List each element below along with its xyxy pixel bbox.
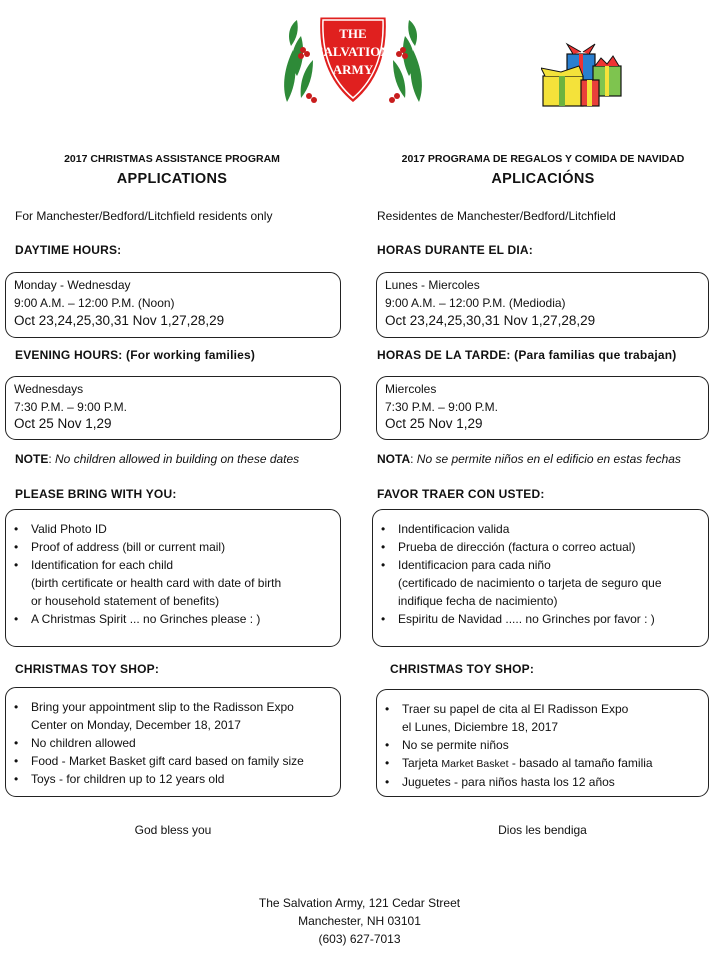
right-note: NOTA: No se permite niños en el edificio en estas fechas [377,452,681,466]
list-item [12,698,304,734]
right-note-text: No se permite niños en el edificio en estas fechas [416,452,681,466]
right-bring-list [379,520,662,628]
left-evening-hours: 7:30 P.M. – 9:00 P.M. [14,400,127,414]
right-note-label: NOTA [377,452,411,466]
list-item: • Food - Market Basket gift card based on family size [12,752,304,770]
holly-left-icon [284,20,313,102]
right-bring-label: FAVOR TRAER CON USTED: [377,487,545,501]
list-item: • Proof of address (bill or current mail) [12,538,281,556]
left-bring-box [5,509,341,647]
right-toyshop-list [383,700,653,791]
right-residents: Residentes de Manchester/Bedford/Litchfield [377,209,616,223]
list-item: • Indentificacion valida [379,520,662,538]
right-evening-box [376,376,709,440]
right-evening-days: Miercoles [385,382,437,396]
left-toyshop-label: CHRISTMAS TOY SHOP: [15,662,160,676]
list-item-detail: or household statement of benefits) [31,594,220,608]
left-daytime-box [5,272,341,338]
left-evening-dates: Oct 25 Nov 1,29 [14,416,112,431]
list-item: • No se permite niños [383,736,653,754]
list-item: • Espiritu de Navidad ..... no Grinches por favor : ) [379,610,662,628]
list-item-detail: (certificado de nacimiento o tarjeta de seguro que [398,576,662,590]
holly-right-icon [393,20,422,102]
left-evening-days: Wednesdays [14,382,84,396]
list-item: • Valid Photo ID [12,520,281,538]
left-bring-label: PLEASE BRING WITH YOU: [15,487,177,501]
logo-the: THE [339,26,367,41]
left-note-text: No children allowed in building on these dates [55,452,300,466]
gifts-icon [541,40,625,114]
list-item: • Toys - for children up to 12 years old [12,770,304,788]
list-item: • No children allowed [12,734,304,752]
right-daytime-hours: 9:00 A.M. – 12:00 P.M. (Mediodia) [385,296,566,310]
left-note: NOTE: No children allowed in building on these dates [15,452,300,466]
left-applications-title: APPLICATIONS [116,171,228,187]
left-note-label: NOTE [15,452,49,466]
list-item [383,700,653,736]
right-toyshop-box [376,689,709,797]
list-item [12,556,281,610]
left-bring-list [12,520,281,628]
left-evening-box [5,376,341,440]
left-residents: For Manchester/Bedford/Litchfield residents only [15,209,273,223]
right-applications-title: APLICACIÓNS [491,171,595,187]
right-daytime-label: HORAS DURANTE EL DIA: [377,243,533,257]
right-evening-label: HORAS DE LA TARDE: (Para familias que trabajan) [377,348,677,362]
right-evening-dates: Oct 25 Nov 1,29 [385,416,483,431]
footer-phone: (603) 627-7013 [318,932,401,946]
right-blessing: Dios les bendiga [498,823,587,837]
left-program-title: 2017 CHRISTMAS ASSISTANCE PROGRAM [64,153,280,165]
list-item-cont: el Lunes, Diciembre 18, 2017 [402,720,559,734]
footer-address: The Salvation Army, 121 Cedar Street [258,896,461,910]
list-item [379,556,662,610]
list-item-text: Identification for each child [31,558,174,572]
left-toyshop-box [5,687,341,797]
right-daytime-box [376,272,709,338]
left-daytime-dates: Oct 23,24,25,30,31 Nov 1,27,28,29 [14,313,225,328]
logo-army: ARMY [332,62,374,77]
right-evening-hours: 7:30 P.M. – 9:00 P.M. [385,400,498,414]
list-item: • Prueba de dirección (factura o correo actual) [379,538,662,556]
list-item-text: Bring your appointment slip to the Radisson Expo [31,700,294,714]
right-program-title: 2017 PROGRAMA DE REGALOS Y COMIDA DE NAVIDAD [401,153,685,165]
list-item-detail: indifique fecha de nacimiento) [398,594,558,608]
salvation-army-logo [279,6,427,110]
left-daytime-label: DAYTIME HOURS: [15,243,122,257]
left-toyshop-list [12,698,304,788]
list-item-store: Market Basket [441,758,509,770]
footer-city: Manchester, NH 03101 [298,914,421,928]
right-daytime-dates: Oct 23,24,25,30,31 Nov 1,27,28,29 [385,313,596,328]
list-item-text: Identificacion para cada niño [398,558,551,572]
left-evening-label: EVENING HOURS: (For working families) [15,348,256,362]
right-toyshop-label: CHRISTMAS TOY SHOP: [390,662,535,676]
right-daytime-days: Lunes - Miercoles [385,278,480,292]
left-daytime-days: Monday - Wednesday [14,278,131,292]
list-item: • A Christmas Spirit ... no Grinches please : ) [12,610,281,628]
list-item-rest: - basado al tamaño familia [511,756,653,770]
list-item: • Juguetes - para niños hasta los 12 años [383,773,653,791]
list-item-text: Tarjeta [402,756,439,770]
list-item [383,754,653,773]
logo-salvation: SALVATION [316,44,390,59]
left-blessing: God bless you [134,823,212,837]
list-item-text: Traer su papel de cita al El Radisson Expo [402,702,629,716]
right-bring-box [372,509,709,647]
list-item-cont: Center on Monday, December 18, 2017 [31,718,241,732]
left-daytime-hours: 9:00 A.M. – 12:00 P.M. (Noon) [14,296,175,310]
list-item-detail: (birth certificate or health card with date of birth [31,576,282,590]
